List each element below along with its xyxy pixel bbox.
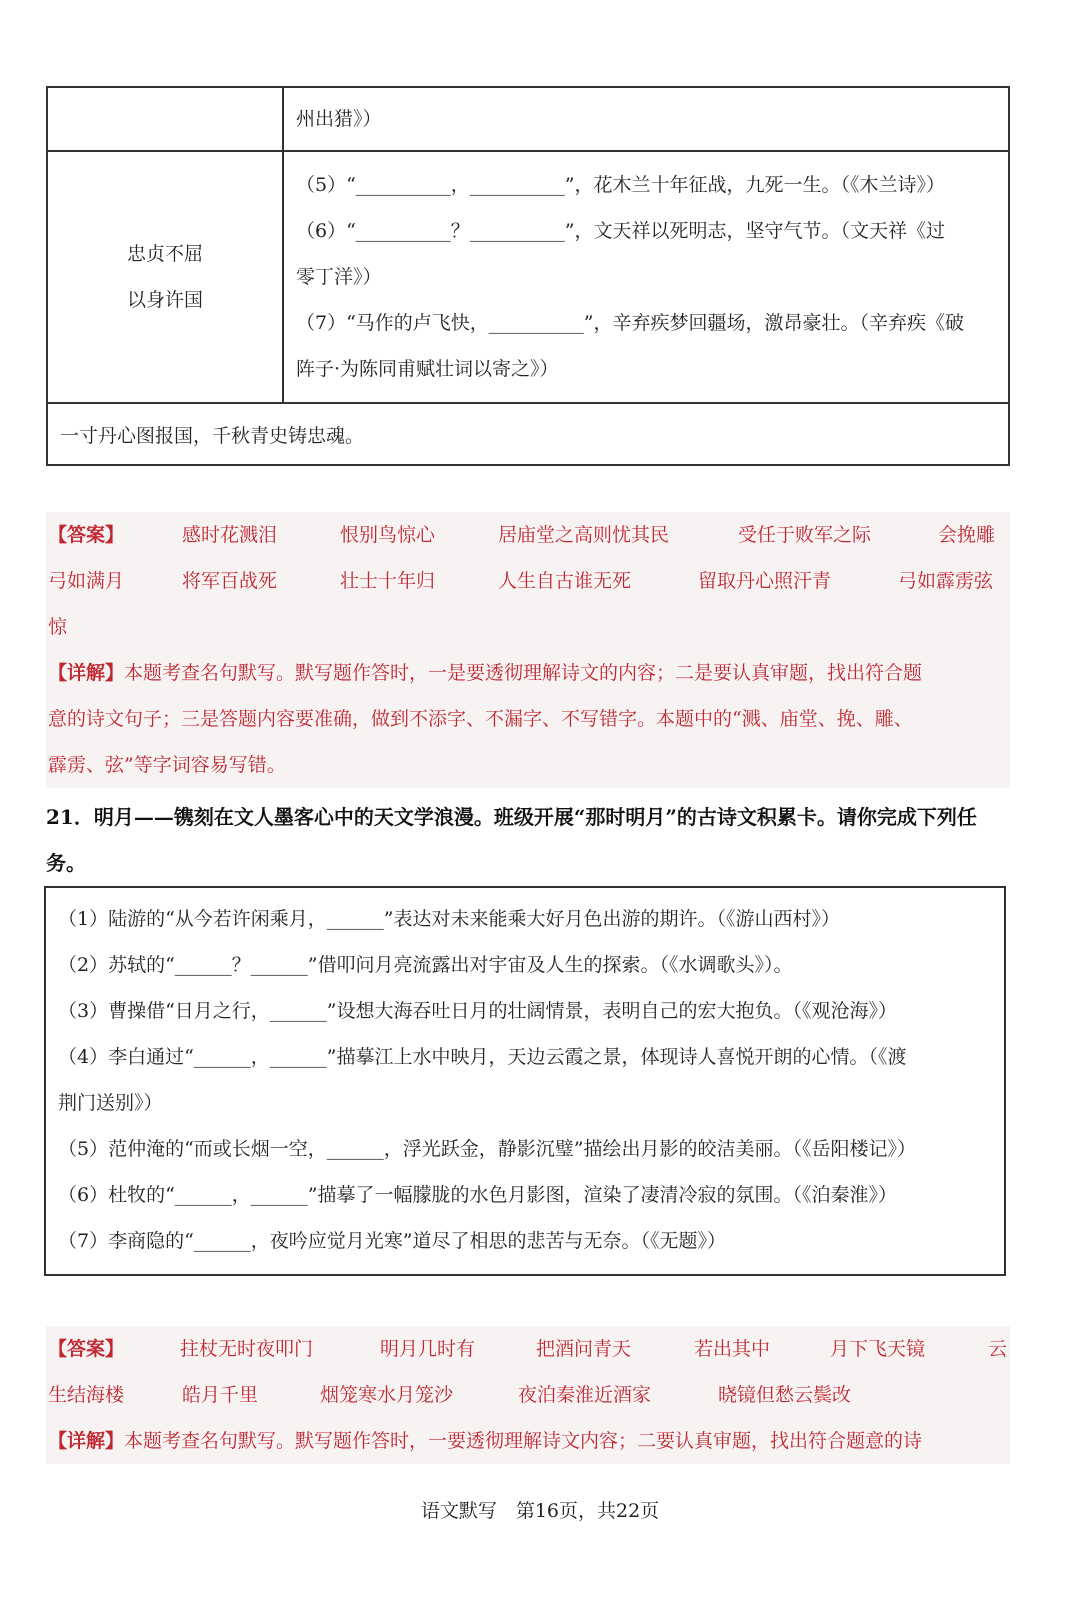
answer-item: 弓如霹雳弦: [898, 570, 994, 592]
detail-text: 本题考查名句默写。默写题作答时，一是要透彻理解诗文的内容；二是要认真审题，找出符合题: [124, 662, 923, 684]
answer-line: [46, 558, 1010, 604]
answer-item: 将军百战死: [182, 570, 278, 592]
detail-text: 霹雳、弦”等字词容易写错。: [48, 754, 286, 776]
question-line: 阵子·为陈同甫赋壮词以寄之》）: [296, 358, 559, 380]
detail-line: [46, 742, 1010, 788]
answer-item: 弓如满月: [48, 570, 125, 592]
answer-item: 人生自古谁无死: [498, 570, 632, 592]
answer-item: 居庙堂之高则忧其民: [498, 524, 670, 546]
table-summary: 一寸丹心图报国，千秋青史铸忠魂。: [47, 403, 1009, 465]
table-cell-source-cont: 州出猎》）: [283, 87, 1009, 151]
answer-item: 生结海楼: [48, 1384, 125, 1406]
question-21: [46, 794, 1010, 886]
question-line: （6）“__________？__________”，文天祥以死明志，坚守气节。（文天祥《过: [296, 220, 946, 242]
table-cell-empty: [47, 87, 283, 151]
box-line: （1）陆游的“从今若许闲乘月，______”表达对未来能乘大好月色出游的期许。（《游山西村》）: [58, 908, 841, 930]
answer-line: [46, 604, 1010, 650]
answer-item: 恨别鸟惊心: [340, 524, 436, 546]
box-line: 荆门送别》）: [58, 1092, 163, 1114]
answer-line: [46, 512, 1010, 558]
table-cell-theme: [47, 151, 283, 403]
question-line: （7）“马作的卢飞快，__________”，辛弃疾梦回疆场，激昂豪壮。（辛弃疾《破: [296, 312, 965, 334]
answer-item: 会挽雕: [938, 524, 996, 546]
answer-item: 壮士十年归: [340, 570, 436, 592]
poetry-table: [46, 86, 1010, 466]
answer-item: 晓镜但愁云鬓改: [718, 1384, 852, 1406]
answer-item: 惊: [48, 616, 68, 638]
theme-line-2: 以身许国: [126, 289, 203, 311]
detail-line: [46, 1418, 1010, 1464]
detail-line: [46, 696, 1010, 742]
answer-tag: 【答案】: [48, 524, 125, 546]
page-footer: 语文默写 第16页，共22页: [420, 1500, 660, 1522]
answer-item: 拄杖无时夜叩门: [180, 1338, 314, 1360]
answer-item: 受任于败军之际: [738, 524, 872, 546]
box-line: （4）李白通过“______，______”描摹江上水中映月，天边云霞之景，体现诗人喜悦开朗的心情。（《渡: [58, 1046, 907, 1068]
answer-item: 留取丹心照汗青: [698, 570, 832, 592]
theme-line-1: 忠贞不屈: [126, 243, 203, 265]
answer-line: [46, 1372, 1010, 1418]
detail-tag: 【详解】: [48, 662, 125, 684]
box-line: （5）范仲淹的“而或长烟一空，______，浮光跃金，静影沉璧”描绘出月影的皎洁美丽。（《岳阳楼记》）: [58, 1138, 917, 1160]
box-line: （3）曹操借“日月之行，______”设想大海吞吐日月的壮阔情景，表明自己的宏大抱负。（《观沧海》）: [58, 1000, 898, 1022]
detail-tag: 【详解】: [48, 1430, 125, 1452]
answer-item: 月下飞天镜: [830, 1338, 926, 1360]
box-line: （6）杜牧的“______，______”描摹了一幅朦胧的水色月影图，渲染了凄清冷寂的氛围。（《泊秦淮》）: [58, 1184, 898, 1206]
answer-item: 云: [988, 1338, 1008, 1360]
answer-item: 明月几时有: [380, 1338, 476, 1360]
answer-tag: 【答案】: [48, 1338, 125, 1360]
detail-text: 本题考查名句默写。默写题作答时，一要透彻理解诗文内容；二要认真审题，找出符合题意的诗: [124, 1430, 923, 1452]
question-line: （5）“__________，__________”，花木兰十年征战，九死一生。（《木兰诗》）: [296, 174, 946, 196]
detail-line: [46, 650, 1010, 696]
box-line: （7）李商隐的“______，夜吟应觉月光寒”道尽了相思的悲苦与无奈。（《无题》）: [58, 1230, 727, 1252]
question-21-line-1: 21．明月——镌刻在文人墨客心中的天文学浪漫。班级开展“那时明月”的古诗文积累卡。请你完成下列任: [46, 805, 977, 829]
answer-line: [46, 1326, 1010, 1372]
answer-item: 皓月千里: [182, 1384, 259, 1406]
answer-item: 烟笼寒水月笼沙: [320, 1384, 454, 1406]
answer-item: 若出其中: [694, 1338, 771, 1360]
detail-text: 意的诗文句子；三是答题内容要准确，做到不添字、不漏字、不写错字。本题中的“溅、庙堂、挽、雕、: [48, 708, 913, 730]
moon-poetry-box: [44, 886, 1006, 1276]
answer-block-1: [46, 512, 1010, 788]
answer-item: 夜泊秦淮近酒家: [518, 1384, 652, 1406]
answer-item: 把酒问青天: [536, 1338, 632, 1360]
question-21-line-2: 务。: [46, 851, 86, 875]
box-line: （2）苏轼的“______？______”借叩问月亮流露出对宇宙及人生的探索。（《水调歌头》）。: [58, 954, 793, 976]
question-line: 零丁洋》）: [296, 266, 382, 288]
answer-item: 感时花溅泪: [182, 524, 278, 546]
table-cell-questions: [283, 151, 1009, 403]
answer-block-2: [46, 1326, 1010, 1464]
